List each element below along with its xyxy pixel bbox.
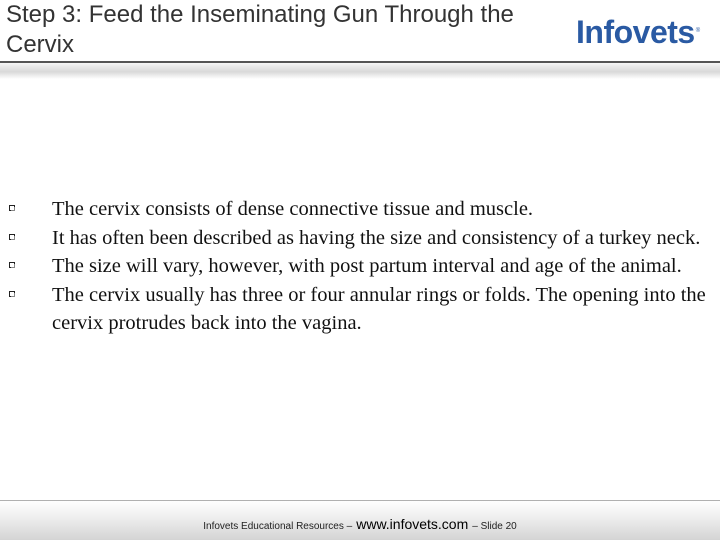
bullet-text: The size will vary, however, with post partum interval and age of the animal. (52, 255, 682, 277)
infovets-logo (576, 12, 700, 52)
footer (0, 514, 720, 537)
header-divider-shadow (0, 61, 720, 79)
registered-mark: ® (695, 28, 701, 34)
slide-title: Step 3: Feed the Inseminating Gun Through the Cervix (6, 1, 514, 58)
bullet-item (52, 195, 712, 224)
hollow-square-bullet-icon (9, 205, 15, 211)
header-divider (0, 61, 720, 63)
footer-divider (0, 500, 720, 501)
footer-url-link[interactable]: www.infovets.com (356, 516, 469, 532)
bullet-item (52, 252, 712, 281)
hollow-square-bullet-icon (9, 234, 15, 240)
bullet-text: The cervix consists of dense connective tissue and muscle. (52, 198, 534, 220)
bullet-list (52, 195, 712, 338)
hollow-square-bullet-icon (9, 291, 15, 297)
hollow-square-bullet-icon (9, 262, 15, 268)
logo-wordmark: Infovets (576, 14, 695, 50)
footer-prefix: Infovets Educational Resources – (203, 521, 353, 532)
bullet-text: It has often been described as having the size and consistency of a turkey neck. (52, 226, 701, 249)
bullet-item (52, 224, 712, 253)
bullet-text: The cervix usually has three or four annular rings or folds. The opening into the cervix protrudes back into the vagina. (52, 283, 706, 334)
bullet-item (52, 281, 712, 338)
footer-slide-number: – Slide 20 (472, 521, 517, 532)
